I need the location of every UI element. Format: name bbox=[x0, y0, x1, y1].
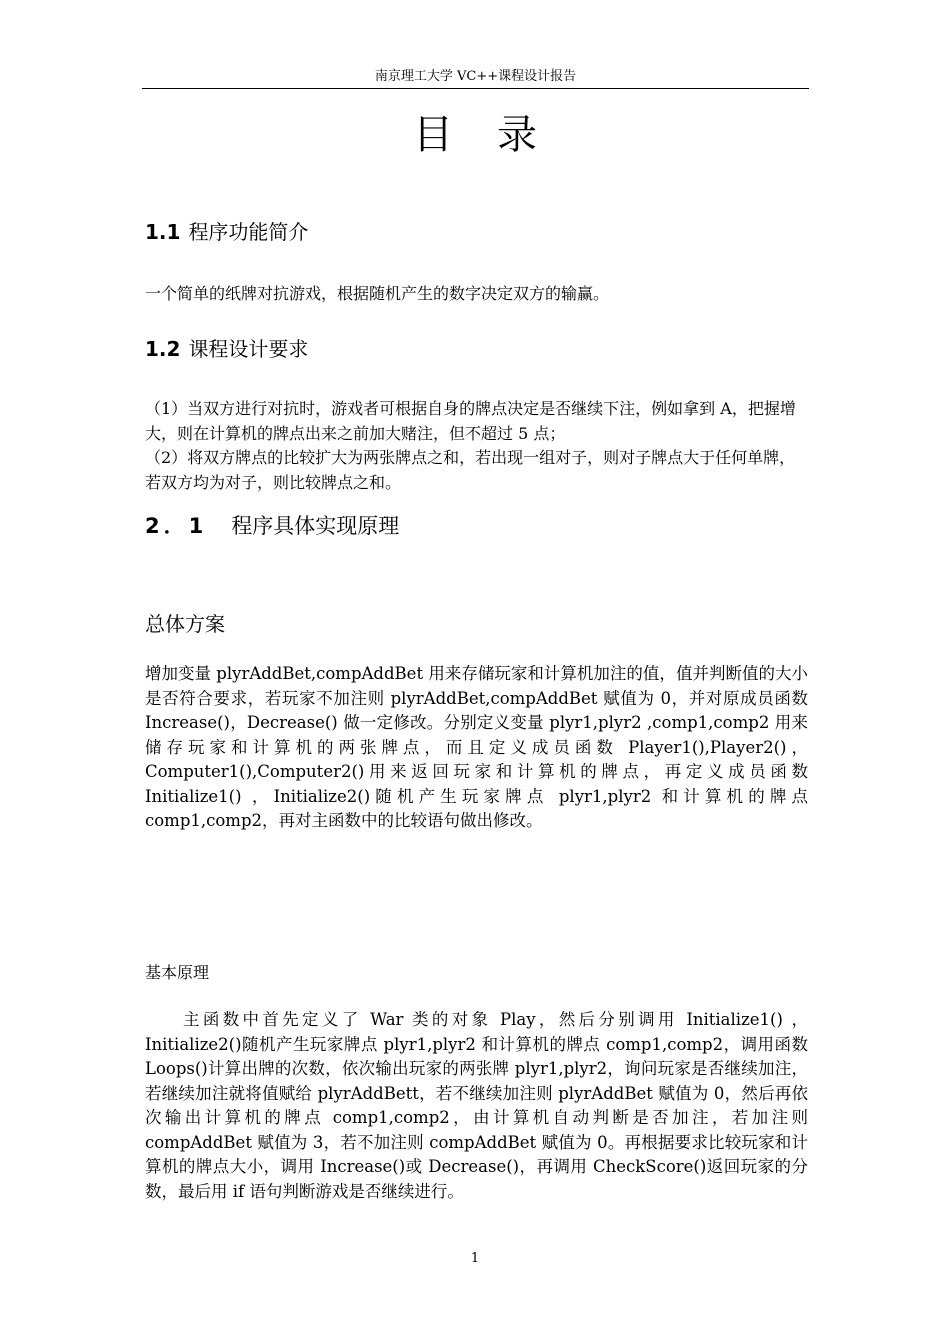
requirements-block bbox=[145, 397, 808, 495]
section-number: 1.1 bbox=[145, 220, 181, 244]
section-title: 程序具体实现原理 bbox=[231, 514, 400, 538]
section-title: 课程设计要求 bbox=[188, 337, 309, 361]
section-title: 程序功能简介 bbox=[188, 220, 309, 244]
page-number: 1 bbox=[470, 1251, 480, 1266]
running-header: 南京理工大学 VC++课程设计报告 bbox=[374, 69, 577, 84]
section-number: 2．1 bbox=[145, 514, 208, 538]
header-rule bbox=[142, 88, 809, 89]
requirement-item-1: （1）当双方进行对抗时，游戏者可根据自身的牌点决定是否继续下注，例如拿到 A，把握增大，则在计算机的牌点出来之前加大赌注，但不超过 5 点； bbox=[145, 399, 796, 443]
toc-title: 目录 bbox=[413, 112, 581, 158]
section-1-1-text: 一个简单的纸牌对抗游戏，根据随机产生的数字决定双方的输赢。 bbox=[145, 284, 610, 303]
subheading-overall-plan: 总体方案 bbox=[145, 612, 225, 636]
section-number: 1.2 bbox=[145, 337, 181, 361]
subheading-basic-principle: 基本原理 bbox=[145, 963, 210, 982]
requirement-item-2: （2）将双方牌点的比较扩大为两张牌点之和，若出现一组对子，则对子牌点大于任何单牌，若双方均为对子，则比较牌点之和。 bbox=[145, 448, 796, 492]
basic-principle-text: 主函数中首先定义了 War 类的对象 Play，然后分别调用 Initialize1() ，Initialize2()随机产生玩家牌点 plyr1,plyr2 和计算机的牌点 comp1,comp2，调用函数 Loops()计算出牌的次数，依次输出玩家的两张牌 plyr1,plyr2，询问玩家是否继续加注，若继续加注就将值赋给 plyrAddBett，若不继续加注则 plyrAddBet 赋值为 0，然后再依次输出计算机的牌点 comp1,comp2，由计算机自动判断是否加注，若加注则 compAddBet 赋值为 3，若不加注则 compAddBet 赋值为 0。再根据要求比较玩家和计算机的牌点大小，调用 Increase()或 Decrease()，再调用 CheckScore()返回玩家的分数，最后用 if 语句判断游戏是否继续进行。 bbox=[145, 1010, 808, 1201]
overall-plan-text: 增加变量 plyrAddBet,compAddBet 用来存储玩家和计算机加注的值，值并判断值的大小是否符合要求，若玩家不加注则 plyrAddBet,compAddBet 赋值为 0，并对原成员函数 Increase()，Decrease() 做一定修改。分别定义变量 plyr1,plyr2 ,comp1,comp2 用来储存玩家和计算机的两张牌点，而且定义成员函数 Player1(),Player2()，Computer1(),Computer2()用来返回玩家和计算机的牌点，再定义成员函数 Initialize1() ，Initialize2()随机产生玩家牌点 plyr1,plyr2 和计算机的牌点 comp1,comp2，再对主函数中的比较语句做出修改。 bbox=[145, 664, 808, 830]
section-heading-2-1 bbox=[145, 513, 399, 539]
section-heading-1-1 bbox=[145, 219, 308, 245]
section-heading-1-2 bbox=[145, 336, 308, 362]
